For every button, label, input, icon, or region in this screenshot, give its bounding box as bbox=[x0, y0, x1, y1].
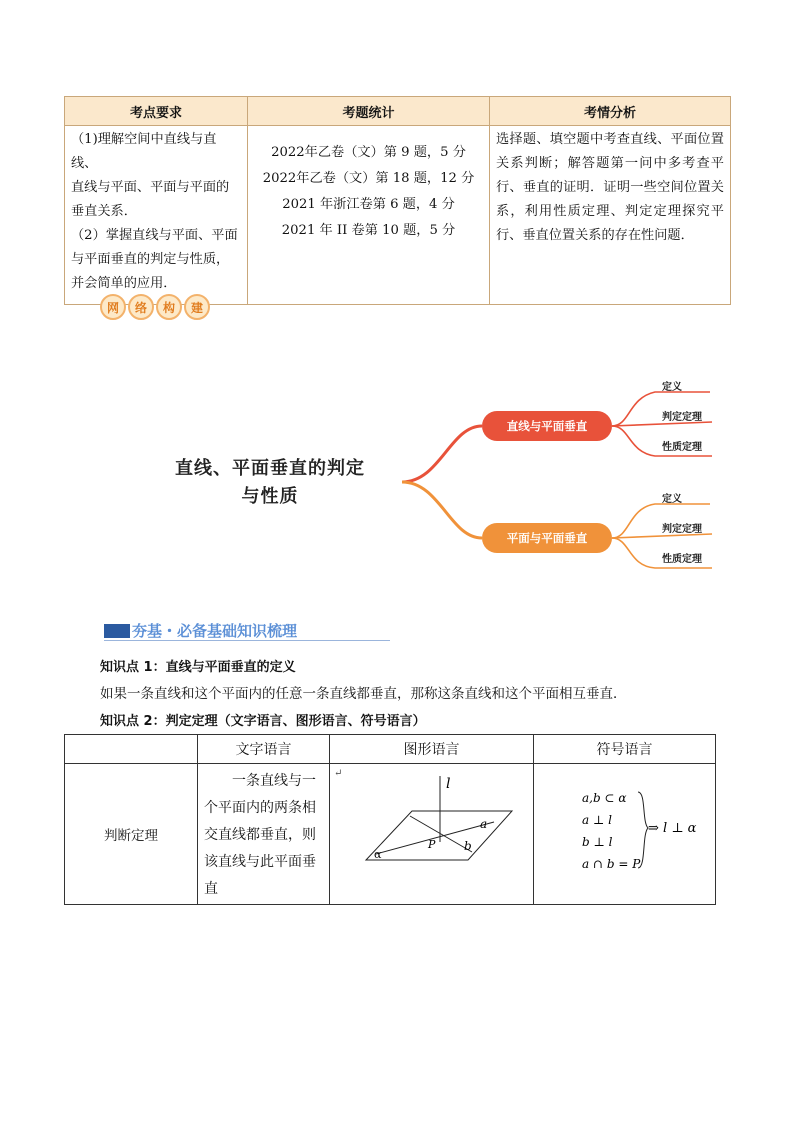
header-analysis: 考情分析 bbox=[490, 97, 731, 126]
mindmap-leaf: 性质定理 bbox=[662, 554, 702, 565]
stat-line: 2021 年浙江卷第 6 题，4 分 bbox=[282, 197, 455, 212]
symbol-line: a ⊥ l bbox=[582, 813, 612, 827]
stat-line: 2021 年 II 卷第 10 题，5 分 bbox=[281, 223, 456, 238]
requirement-line: 与平面垂直的判定与性质， bbox=[71, 252, 230, 267]
mindmap-node-plane-plane: 平面与平面垂直 bbox=[482, 523, 612, 553]
label-a: a bbox=[480, 817, 488, 831]
mindmap-leaf: 定义 bbox=[662, 494, 682, 505]
stat-line: 2022年乙卷（文）第 18 题，12 分 bbox=[262, 171, 475, 186]
knowledge-point-2-title: 知识点 2：判定定理（文字语言、图形语言、符号语言） bbox=[100, 714, 426, 729]
theorem-row bbox=[65, 764, 716, 905]
section-title: 夯基・必备基础知识梳理 bbox=[132, 622, 298, 640]
symbol-expression bbox=[534, 764, 716, 900]
mindmap-leaf: 定义 bbox=[662, 382, 682, 393]
theorem-text: 一条直线与一个平面内的两条相交直线都垂直，则该直线与此平面垂直 bbox=[198, 764, 330, 905]
theorem-figure bbox=[330, 764, 534, 905]
section-marker bbox=[104, 624, 130, 638]
requirement-line: （2）掌握直线与平面、平面 bbox=[71, 228, 238, 243]
requirement-line: 并会简单的应用． bbox=[71, 276, 177, 291]
badge-char: 络 bbox=[128, 294, 154, 320]
header-text-language: 文字语言 bbox=[198, 735, 330, 764]
badge-char: 建 bbox=[184, 294, 210, 320]
theorem-table bbox=[64, 734, 716, 905]
plane-alpha bbox=[366, 811, 512, 860]
requirement-line: （1)理解空间中直线与直线、 bbox=[71, 132, 217, 171]
knowledge-point-1-title: 知识点 1：直线与平面垂直的定义 bbox=[100, 660, 296, 675]
section-underline bbox=[104, 640, 390, 641]
header-statistics: 考题统计 bbox=[248, 97, 490, 126]
mindmap-leaf: 判定定理 bbox=[662, 412, 702, 423]
label-alpha: α bbox=[374, 848, 382, 861]
mindmap-title-line: 直线、平面垂直的判定 bbox=[175, 458, 365, 479]
content-row bbox=[65, 126, 731, 305]
header-requirements: 考点要求 bbox=[65, 97, 248, 126]
conclusion: ⇒ l ⊥ α bbox=[648, 821, 697, 836]
symbol-line: b ⊥ l bbox=[582, 835, 613, 849]
theorem-symbols bbox=[534, 764, 716, 905]
symbol-line: a,b ⊂ α bbox=[582, 791, 627, 805]
label-l: l bbox=[446, 776, 451, 792]
mindmap-title bbox=[150, 455, 390, 511]
mindmap-leaf: 性质定理 bbox=[662, 442, 702, 453]
analysis-cell: 选择题、填空题中考查直线、平面位置关系判断；解答题第一问中多考查平行、垂直的证明．证明一些空间位置关系，利用性质定理、判定定理探究平行、垂直位置关系的存在性问题． bbox=[490, 126, 731, 305]
symbol-line: a ∩ b = P bbox=[582, 857, 641, 871]
header-symbol-language: 符号语言 bbox=[534, 735, 716, 764]
header-figure-language: 图形语言 bbox=[330, 735, 534, 764]
label-P: P bbox=[428, 838, 436, 851]
header-row bbox=[65, 97, 731, 126]
badge-char: 构 bbox=[156, 294, 182, 320]
requirement-line: 垂直关系． bbox=[71, 204, 137, 219]
requirement-line: 直线与平面、平面与平面的 bbox=[71, 180, 230, 195]
knowledge-point-1-text: 如果一条直线和这个平面内的任意一条直线都垂直，那称这条直线和这个平面相互垂直． bbox=[100, 686, 627, 702]
row-name: 判断定理 bbox=[65, 764, 198, 905]
mindmap-leaf: 判定定理 bbox=[662, 524, 702, 535]
network-construction-badge bbox=[100, 294, 210, 322]
mindmap-node-line-plane: 直线与平面垂直 bbox=[482, 411, 612, 441]
return-mark: ↵ bbox=[334, 768, 343, 779]
line-b bbox=[410, 816, 472, 852]
requirements-cell bbox=[65, 126, 248, 305]
statistics-cell bbox=[248, 126, 490, 305]
header-row bbox=[65, 735, 716, 764]
mindmap-title-line: 与性质 bbox=[241, 486, 299, 507]
plane-line-figure bbox=[330, 764, 534, 900]
stat-line: 2022年乙卷（文）第 9 题，5 分 bbox=[271, 145, 466, 160]
exam-requirements-table bbox=[64, 96, 731, 305]
label-b: b bbox=[464, 839, 472, 853]
badge-char: 网 bbox=[100, 294, 126, 320]
header-empty bbox=[65, 735, 198, 764]
